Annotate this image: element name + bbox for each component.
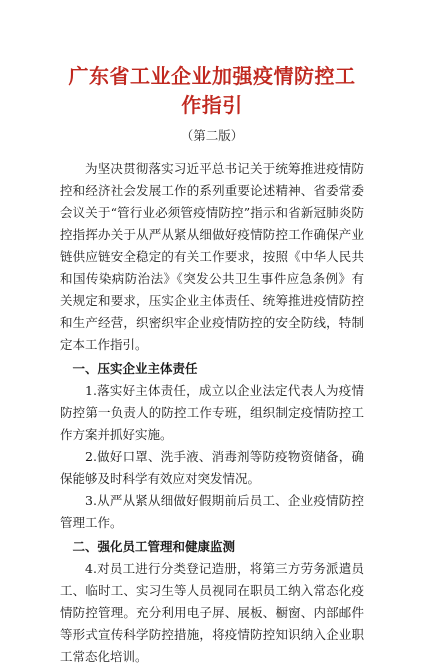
document-subtitle: （第二版）: [180, 128, 244, 143]
section1-item-2: 2.做好口罩、洗手液、消毒剂等防疫物资储备，确保能够及时科学有效应对突发情况。: [60, 449, 364, 486]
document-title: 广东省工业企业加强疫情防控工作指引: [68, 64, 356, 117]
section-heading-2: 二、强化员工管理和健康监测: [72, 539, 236, 554]
section1-item-1: 1.落实好主体责任，成立以企业法定代表人为疫情防控第一负责人的防控工作专班，组织制定疫情防控工作方案并抓好实施。: [60, 383, 364, 442]
section2-item-4: 4.对员工进行分类登记造册，将第三方劳务派遣员工、临时工、实习生等人员视同在职员工纳入常态化疫情防控管理。充分利用电子屏、展板、橱窗、内部邮件等形式宣传科学防控措施，将疫情防控知识纳入企业职工常态化培训。: [60, 561, 364, 664]
section1-item-3: 3.从严从紧从细做好假期前后员工、企业疫情防控管理工作。: [60, 493, 364, 530]
intro-paragraph: 为坚决贯彻落实习近平总书记关于统筹推进疫情防控和经济社会发展工作的系列重要论述精神、省委常委会议关于“管行业必须管疫情防控”指示和省新冠肺炎防控指挥办关于从严从紧从细做好疫情防控工作确保产业链供应链安全稳定的有关工作要求，按照《中华人民共和国传染病防治法》《突发公共卫生事件应急条例》有关规定和要求，压实企业主体责任、统筹推进疫情防控和生产经营，织密织牢企业疫情防控的安全防线，特制定本工作指引。: [60, 161, 364, 352]
section-heading-1: 一、压实企业主体责任: [72, 361, 198, 376]
